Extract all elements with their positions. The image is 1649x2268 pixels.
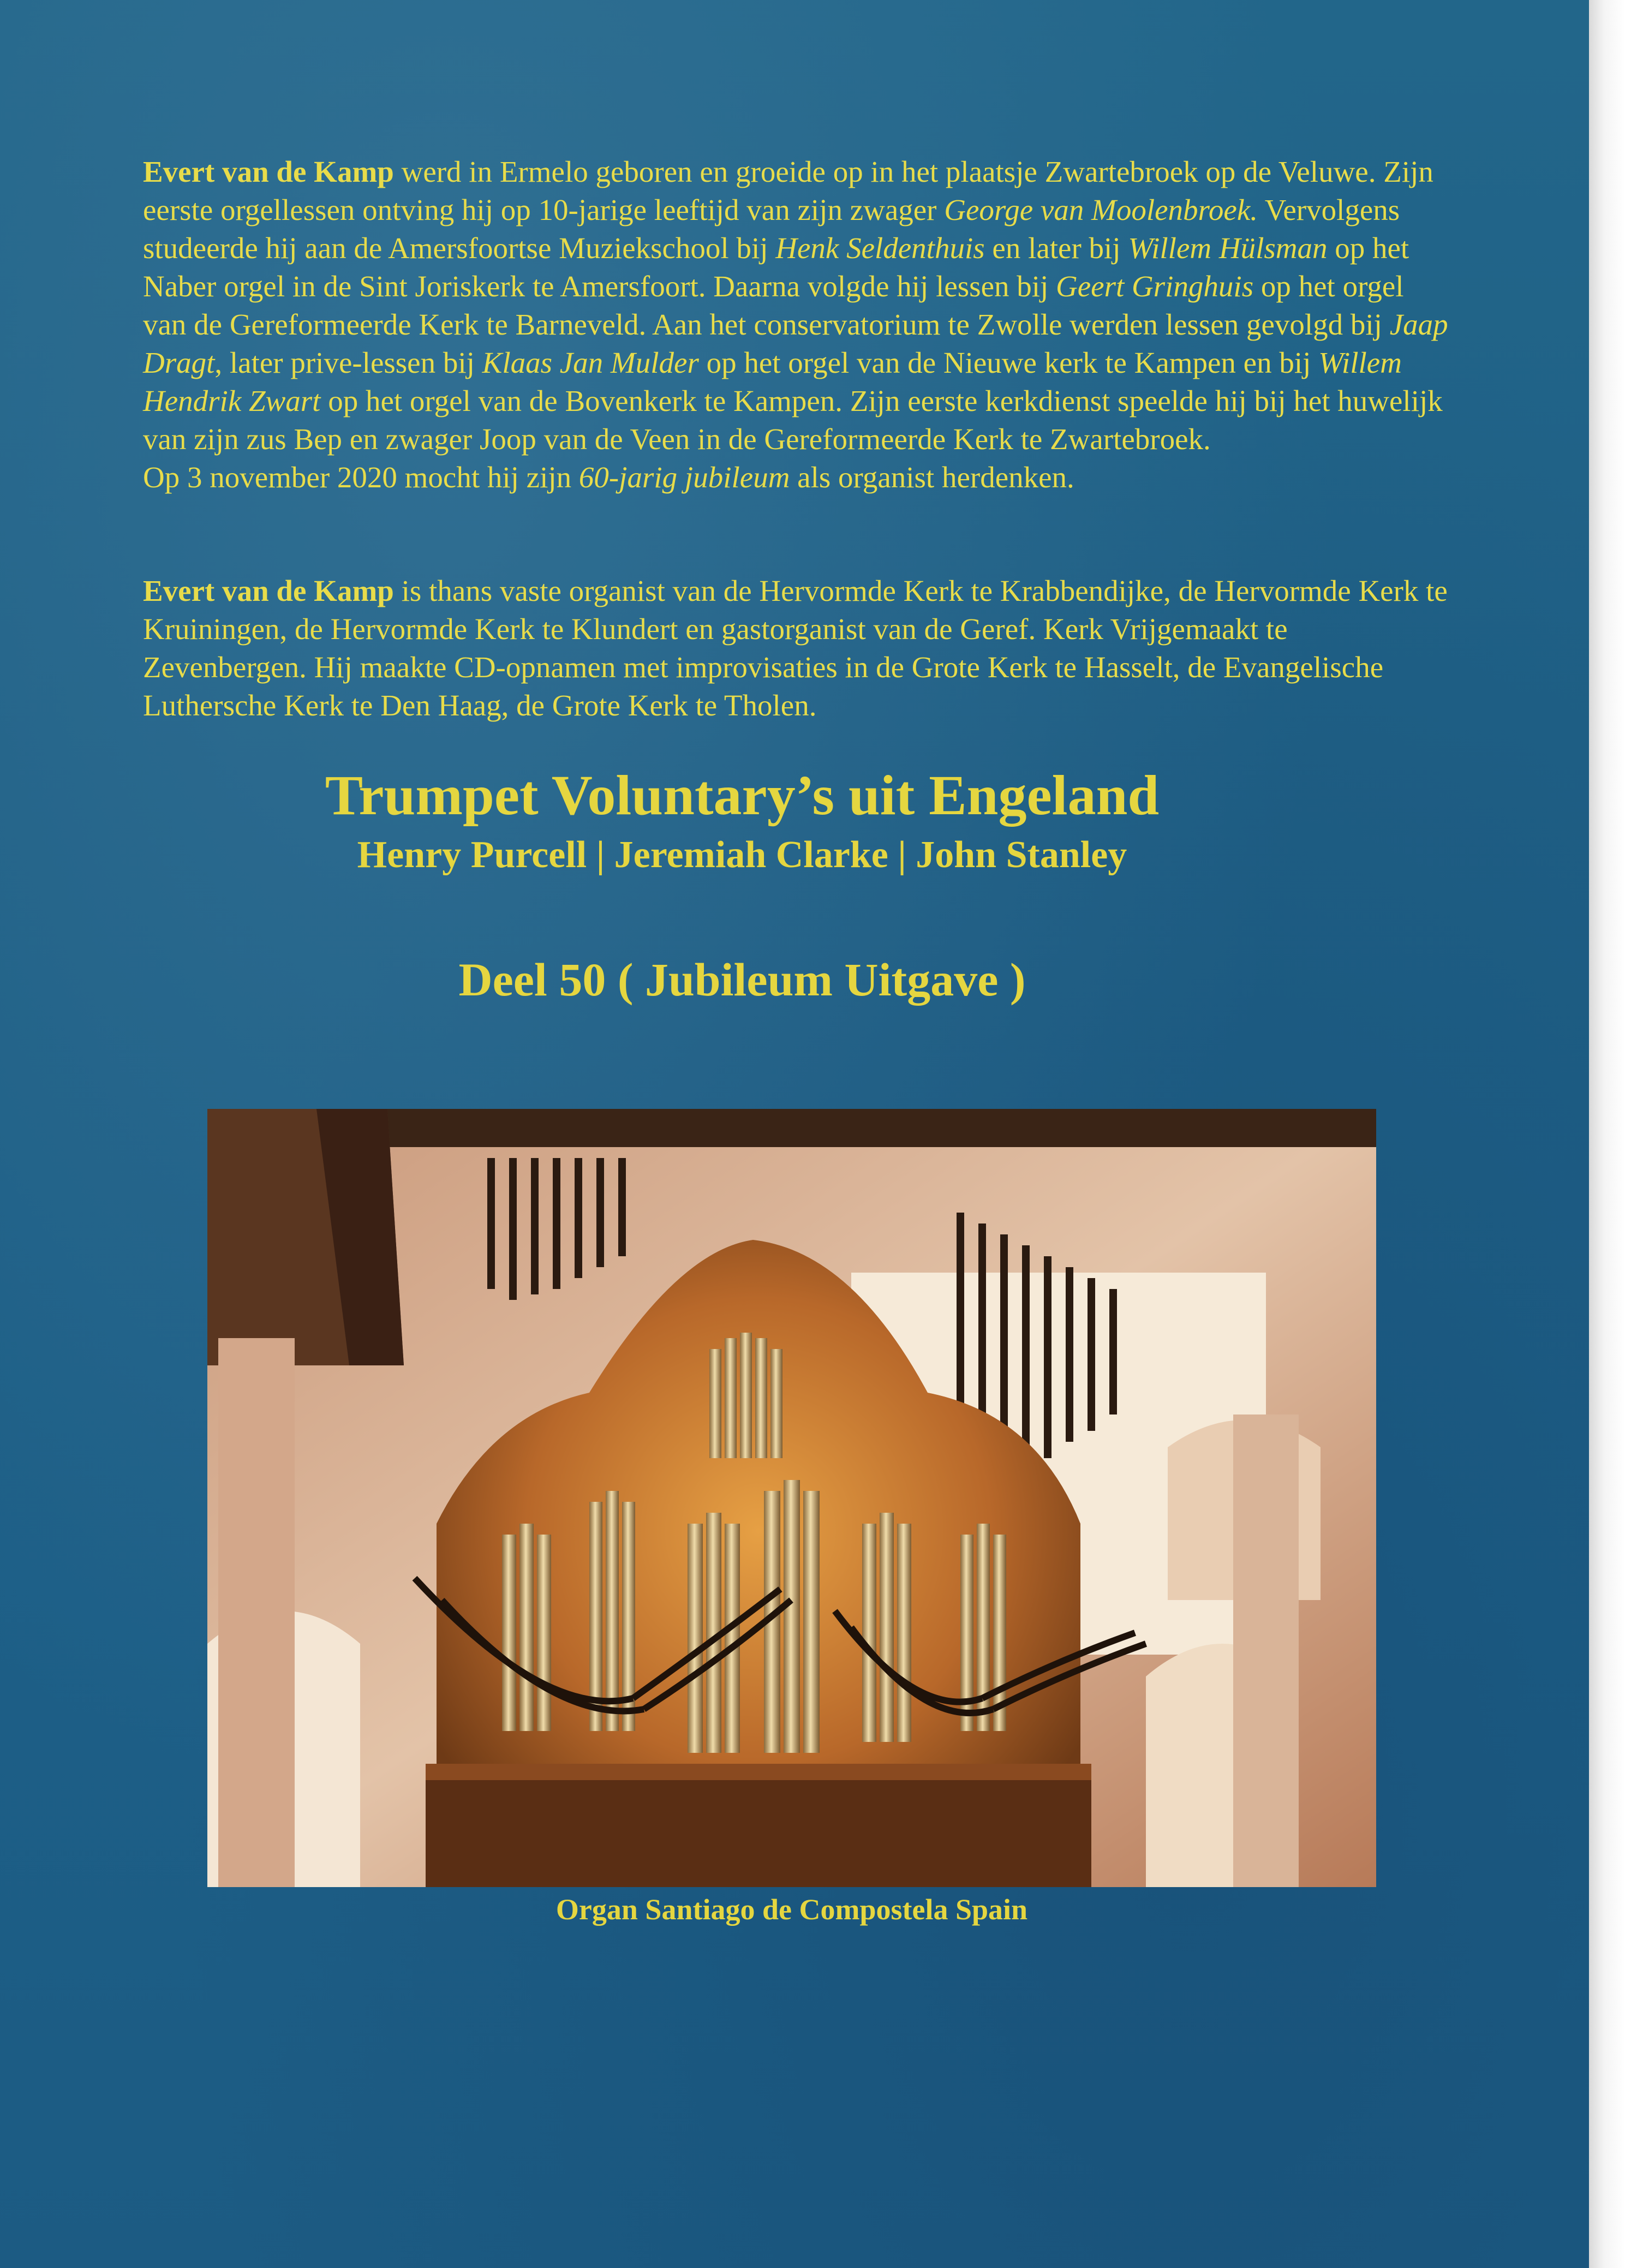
organist-name: Evert van de Kamp bbox=[143, 574, 394, 607]
bio-text-segment: op het orgel van de Gereformeerde Kerk te Barneveld. Aan het conservatorium te Zwolle werden lessen gevolgd bij bbox=[143, 270, 1404, 341]
bio-text-segment: , later prive-lessen bij bbox=[214, 346, 482, 379]
teacher-name: Henk Seldenthuis bbox=[775, 231, 985, 265]
teacher-name: Geert Gringhuis bbox=[1056, 270, 1254, 303]
organ-photo bbox=[207, 1109, 1376, 1887]
bio-text-segment: Vervolgens studeerde hij aan de Amersfoortse Muziekschool bij bbox=[143, 193, 1400, 265]
bio-text-segment: als organist herdenken. bbox=[790, 461, 1074, 494]
jubilee-line bbox=[143, 458, 1453, 497]
photo-caption: Organ Santiago de Compostela Spain bbox=[555, 1893, 1028, 1926]
teacher-name: Willem Hendrik Zwart bbox=[143, 346, 1402, 417]
album-title: Trumpet Voluntary’s uit Engeland bbox=[325, 764, 1160, 827]
bio-text-segment: op het orgel van de Nieuwe kerk te Kampen en bij bbox=[698, 346, 1319, 379]
bio-text-segment: werd in Ermelo geboren en groeide op in het plaatsje Zwartebroek op de Veluwe. Zijn eerste orgellessen ontving hij op 10-jarige leeftijd van zijn zwager bbox=[143, 155, 1433, 226]
jubilee-emphasis: 60-jarig jubileum bbox=[578, 461, 790, 494]
bio-text-segment: en later bij bbox=[984, 231, 1128, 265]
biography-text bbox=[143, 572, 1453, 725]
bio-text-segment: is thans vaste organist van de Hervormde Kerk te Krabbendijke, de Hervormde Kerk te Kruiningen, de Hervormde Kerk te Klundert en gastorganist van de Geref. Kerk Vrijgemaakt te Zevenbergen. Hij maakte CD-opnamen met improvisaties in de Grote Kerk te Hasselt, de Evangelische Luthersche Kerk te Den Haag, de Grote Kerk te Tholen. bbox=[143, 574, 1448, 722]
bio-text-segment: op het orgel van de Bovenkerk te Kampen. Zijn eerste kerkdienst speelde hij bij het huwelijk van zijn zus Bep en zwager Joop van de Veen in de Gereformeerde Kerk te Zwartebroek. bbox=[143, 384, 1443, 456]
biography-paragraph-1 bbox=[143, 153, 1453, 497]
page-edge bbox=[1589, 0, 1649, 2268]
teacher-name: Jaap Dragt bbox=[143, 308, 1448, 379]
volume-label: Deel 50 ( Jubileum Uitgave ) bbox=[458, 953, 1026, 1006]
biography-paragraph-2 bbox=[143, 572, 1453, 725]
bio-text-segment: op het Naber orgel in de Sint Joriskerk te Amersfoort. Daarna volgde hij lessen bij bbox=[143, 231, 1409, 303]
biography-text bbox=[143, 153, 1453, 458]
organist-name: Evert van de Kamp bbox=[143, 155, 394, 188]
teacher-name: George van Moolenbroek. bbox=[944, 193, 1258, 226]
teacher-name: Willem Hülsman bbox=[1128, 231, 1328, 265]
teacher-name: Klaas Jan Mulder bbox=[482, 346, 699, 379]
bio-text-segment: Op 3 november 2020 mocht hij zijn bbox=[143, 461, 579, 494]
composer-list: Henry Purcell | Jeremiah Clarke | John Stanley bbox=[357, 834, 1127, 876]
